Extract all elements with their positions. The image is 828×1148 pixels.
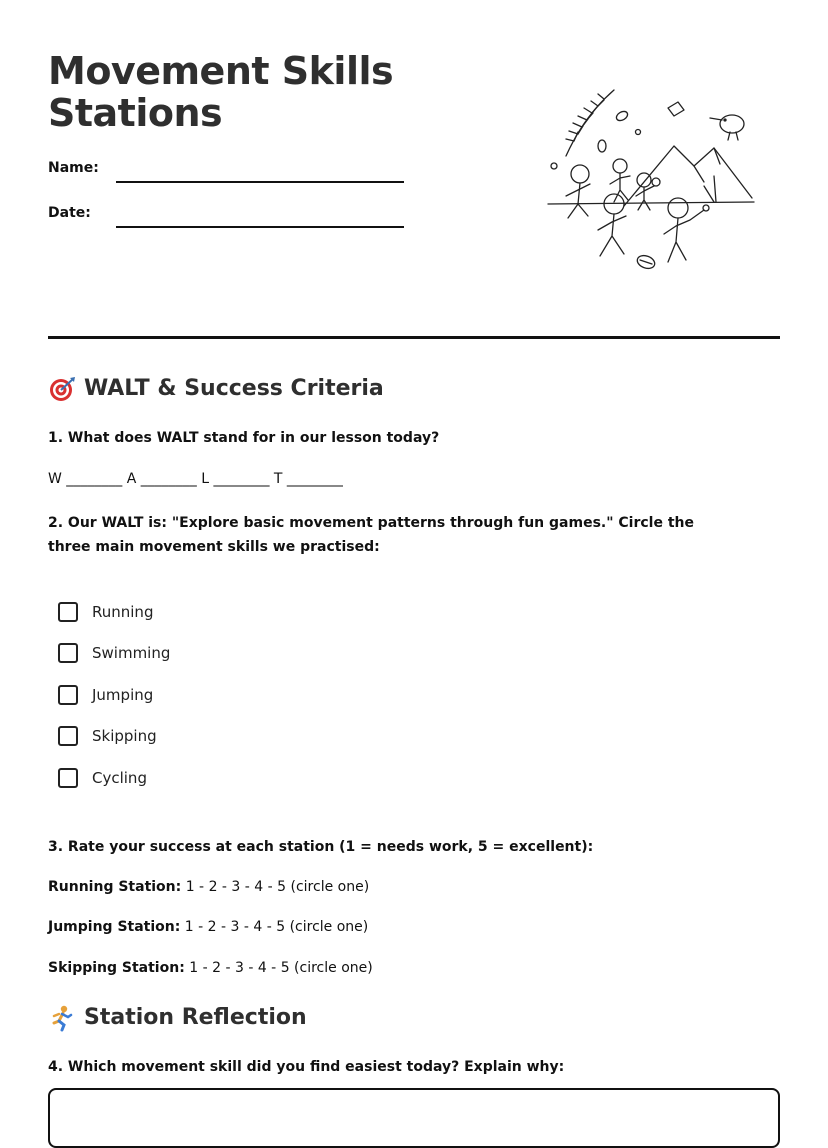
option-label: Cycling xyxy=(92,769,147,787)
rating-label: Skipping Station: xyxy=(48,960,185,976)
date-label: Date: xyxy=(48,205,91,221)
rating-label: Jumping Station: xyxy=(48,919,181,935)
option-swimming[interactable] xyxy=(58,641,170,665)
date-line[interactable] xyxy=(116,226,404,228)
worksheet-page xyxy=(48,0,780,1118)
answer-box[interactable] xyxy=(48,1088,780,1148)
target-icon xyxy=(48,375,76,403)
reflection-heading xyxy=(48,1004,307,1032)
name-field[interactable] xyxy=(48,160,408,186)
option-skipping[interactable] xyxy=(58,724,157,748)
reflection-heading-text: Station Reflection xyxy=(84,1005,307,1030)
question-2: 2. Our WALT is: "Explore basic movement patterns through fun games." Circle the three main movement skills we practised: xyxy=(48,515,694,555)
checkbox[interactable] xyxy=(58,685,78,705)
walt-heading-text: WALT & Success Criteria xyxy=(84,376,384,401)
rating-running[interactable] xyxy=(48,877,369,897)
rating-scale[interactable]: 1 - 2 - 3 - 4 - 5 (circle one) xyxy=(185,879,370,895)
walt-heading xyxy=(48,375,384,403)
checkbox[interactable] xyxy=(58,768,78,788)
name-line[interactable] xyxy=(116,181,404,183)
rating-scale[interactable]: 1 - 2 - 3 - 4 - 5 (circle one) xyxy=(189,960,373,976)
worksheet-title xyxy=(48,50,393,134)
option-label: Swimming xyxy=(92,644,171,662)
date-field[interactable] xyxy=(48,205,408,231)
option-label: Skipping xyxy=(92,727,157,745)
option-jumping[interactable] xyxy=(58,683,153,707)
walt-blanks[interactable]: W ________ A ________ L ________ T ________ xyxy=(48,471,343,487)
checkbox[interactable] xyxy=(58,602,78,622)
name-label: Name: xyxy=(48,160,99,176)
checkbox[interactable] xyxy=(58,643,78,663)
question-4: 4. Which movement skill did you find easiest today? Explain why: xyxy=(48,1059,565,1075)
option-label: Jumping xyxy=(92,686,154,704)
title-line-2: Stations xyxy=(48,91,223,135)
option-cycling[interactable] xyxy=(58,766,147,790)
question-1: 1. What does WALT stand for in our lesson today? xyxy=(48,430,440,446)
option-running[interactable] xyxy=(58,600,153,624)
title-line-1: Movement Skills xyxy=(48,49,394,93)
rating-jumping[interactable] xyxy=(48,917,368,937)
rating-skipping[interactable] xyxy=(48,958,373,978)
rating-scale[interactable]: 1 - 2 - 3 - 4 - 5 (circle one) xyxy=(184,919,369,935)
question-3: 3. Rate your success at each station (1 = needs work, 5 = excellent): xyxy=(48,839,594,855)
option-label: Running xyxy=(92,603,154,621)
rating-label: Running Station: xyxy=(48,879,182,895)
checkbox[interactable] xyxy=(58,726,78,746)
children-playing-sports-illustration xyxy=(544,86,756,282)
running-person-icon xyxy=(48,1004,76,1032)
section-divider xyxy=(48,336,780,339)
